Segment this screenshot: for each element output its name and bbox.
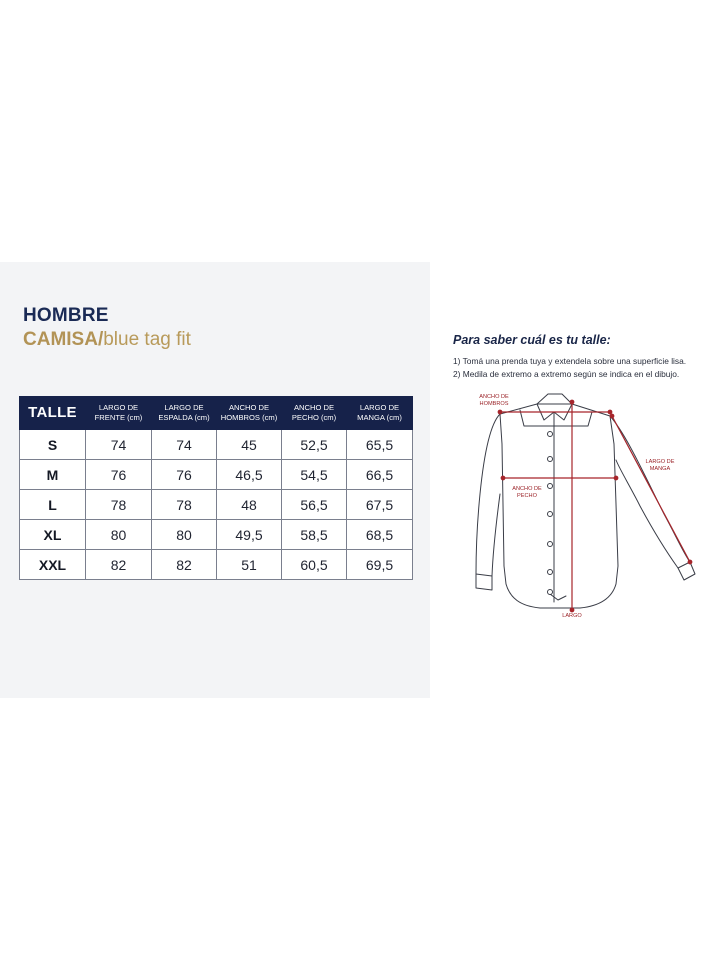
- subtitle-bold: CAMISA/: [23, 329, 104, 350]
- table-cell: 69,5: [347, 550, 413, 580]
- table-cell: 67,5: [347, 490, 413, 520]
- table-cell: 56,5: [282, 490, 347, 520]
- table-header-row: [20, 397, 413, 430]
- size-cell: XXL: [20, 550, 86, 580]
- page-title: HOMBRE: [23, 305, 109, 326]
- table-cell: 45: [217, 430, 282, 460]
- table-cell: 76: [152, 460, 217, 490]
- table-cell: 76: [86, 460, 152, 490]
- measurement-lines: [498, 400, 692, 612]
- instruction-step-1: 1) Tomá una prenda tuya y extendela sobre una superficie lisa.: [453, 356, 687, 366]
- instruction-step-2: 2) Medila de extremo a extremo según se indica en el dibujo.: [453, 369, 680, 379]
- table-cell: 58,5: [282, 520, 347, 550]
- header-largo-espalda: LARGO DE ESPALDA (cm): [152, 397, 217, 430]
- instructions-title: Para saber cuál es tu talle:: [453, 333, 611, 347]
- table-cell: 52,5: [282, 430, 347, 460]
- table-cell: 78: [86, 490, 152, 520]
- header-ancho-hombros: ANCHO DE HOMBROS (cm): [217, 397, 282, 430]
- table-cell: 82: [152, 550, 217, 580]
- product-subtitle: [23, 329, 191, 351]
- table-cell: 80: [86, 520, 152, 550]
- subtitle-light: blue tag fit: [103, 329, 191, 350]
- header-talle: TALLE: [20, 397, 86, 430]
- size-cell: S: [20, 430, 86, 460]
- table-cell: 48: [217, 490, 282, 520]
- label-largo-manga: LARGO DE MANGA: [645, 459, 675, 472]
- size-cell: L: [20, 490, 86, 520]
- table-cell: 80: [152, 520, 217, 550]
- size-table: [19, 396, 413, 580]
- header-largo-manga: LARGO DE MANGA (cm): [347, 397, 413, 430]
- shirt-outline: [476, 394, 695, 608]
- header-ancho-pecho: ANCHO DE PECHO (cm): [282, 397, 347, 430]
- shirt-buttons: [548, 432, 553, 595]
- label-ancho-hombros: ANCHO DE HOMBROS: [479, 394, 509, 407]
- table-cell: 78: [152, 490, 217, 520]
- table-cell: 82: [86, 550, 152, 580]
- size-cell: XL: [20, 520, 86, 550]
- table-cell: 51: [217, 550, 282, 580]
- table-row: [20, 430, 413, 460]
- table-cell: 60,5: [282, 550, 347, 580]
- table-cell: 68,5: [347, 520, 413, 550]
- table-cell: 74: [152, 430, 217, 460]
- table-row: [20, 490, 413, 520]
- size-cell: M: [20, 460, 86, 490]
- table-row: [20, 550, 413, 580]
- table-cell: 66,5: [347, 460, 413, 490]
- label-largo: LARGO: [562, 613, 582, 619]
- table-row: [20, 460, 413, 490]
- table-cell: 74: [86, 430, 152, 460]
- table-cell: 54,5: [282, 460, 347, 490]
- label-ancho-pecho: ANCHO DE PECHO: [512, 486, 542, 499]
- table-cell: 49,5: [217, 520, 282, 550]
- table-row: [20, 520, 413, 550]
- table-cell: 65,5: [347, 430, 413, 460]
- table-cell: 46,5: [217, 460, 282, 490]
- header-largo-frente: LARGO DE FRENTE (cm): [86, 397, 152, 430]
- shirt-diagram: [440, 384, 720, 624]
